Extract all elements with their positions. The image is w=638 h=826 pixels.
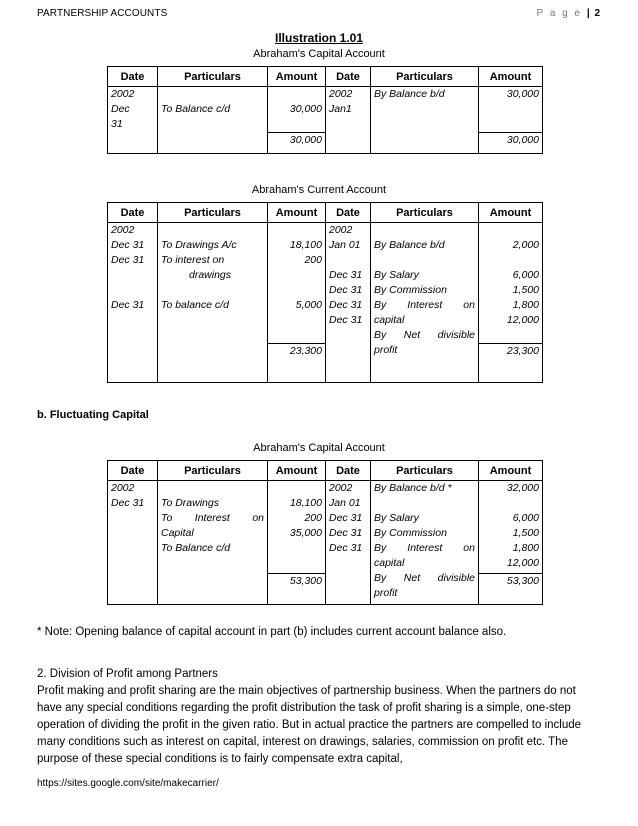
body-paragraph: Profit making and profit sharing are the main objectives of partnership business. When the partners do not have any special conditions regarding the profit distribution the task of profit sharing is a simple, one-step operation of dividing the profit in the given ratio. But in actual practice the partners are compelled to include many conditions such as interest on capital, interest on drawings, salaries, commission on profit etc. The purpose of these special conditions is to fairly compensate extra capital,: [37, 685, 582, 765]
col-amount: Amount: [479, 203, 543, 223]
dr-total: 23,300: [268, 344, 326, 383]
cr-total: 23,300: [479, 344, 543, 383]
col-particulars: Particulars: [158, 461, 268, 481]
dr-dates: 2002 Dec 31 Dec 31 Dec 31: [108, 223, 158, 383]
col-date: Date: [326, 67, 371, 87]
cr-dates: 2002 Jan 01 Dec 31 Dec 31 Dec 31 Dec 31: [326, 223, 371, 383]
dr-total: 53,300: [268, 574, 326, 605]
cr-total: 53,300: [479, 574, 543, 605]
dr-total: 30,000: [268, 133, 326, 154]
table1-title: Abraham's Capital Account: [253, 48, 385, 60]
running-header: PARTNERSHIP ACCOUNTS: [37, 8, 168, 19]
table2-title: Abraham's Current Account: [251, 184, 387, 196]
col-particulars: Particulars: [371, 461, 479, 481]
cr-amounts: 2,000 6,000 1,500 1,800 12,000: [479, 223, 543, 344]
col-particulars: Particulars: [371, 203, 479, 223]
cr-amounts: 30,000: [479, 87, 543, 133]
cr-amounts: 32,000 6,000 1,500 1,800 12,000: [479, 481, 543, 574]
col-date: Date: [108, 461, 158, 481]
col-amount: Amount: [268, 67, 326, 87]
col-amount: Amount: [268, 203, 326, 223]
dr-amounts: 18,100 200 5,000: [268, 223, 326, 344]
cr-particulars: By Balance b/d * By Salary By Commission By Interest on capital By Net divisible profit: [371, 481, 479, 605]
cr-particulars: By Balance b/d By Salary By Commission By Interest on capital By Net divisible profit: [371, 223, 479, 383]
subheading-fluctuating: b. Fluctuating Capital: [37, 409, 149, 421]
col-amount: Amount: [479, 67, 543, 87]
capital-account-table: [107, 66, 543, 154]
fluctuating-capital-table: [107, 460, 543, 605]
dr-particulars: To Drawings To Interest on Capital To Balance c/d: [158, 481, 268, 605]
col-particulars: Particulars: [158, 203, 268, 223]
cr-dates: 2002 Jan1: [326, 87, 371, 154]
dr-dates: 2002 Dec 31: [108, 87, 158, 154]
illustration-title: Illustration 1.01: [274, 31, 364, 45]
current-account-table: [107, 202, 543, 383]
dr-amounts: 18,100 200 35,000: [268, 481, 326, 574]
cr-total: 30,000: [479, 133, 543, 154]
page-number: P a g e | 2: [536, 8, 600, 19]
cr-particulars: By Balance b/d: [371, 87, 479, 154]
note: * Note: Opening balance of capital account in part (b) includes current account balance also.: [37, 626, 507, 638]
col-amount: Amount: [268, 461, 326, 481]
dr-dates: 2002 Dec 31: [108, 481, 158, 605]
cr-dates: 2002 Jan 01 Dec 31 Dec 31 Dec 31: [326, 481, 371, 605]
dr-particulars: To Balance c/d: [158, 87, 268, 154]
dr-amounts: 30,000: [268, 87, 326, 133]
table3-title: Abraham's Capital Account: [253, 442, 385, 454]
col-date: Date: [326, 461, 371, 481]
col-date: Date: [108, 67, 158, 87]
col-particulars: Particulars: [158, 67, 268, 87]
col-date: Date: [326, 203, 371, 223]
col-amount: Amount: [479, 461, 543, 481]
footer-url[interactable]: https://sites.google.com/site/makecarrier/: [37, 778, 219, 789]
section-heading: 2. Division of Profit among Partners: [37, 668, 218, 680]
dr-particulars: To Drawings A/c To interest on drawings To balance c/d: [158, 223, 268, 383]
col-particulars: Particulars: [371, 67, 479, 87]
col-date: Date: [108, 203, 158, 223]
